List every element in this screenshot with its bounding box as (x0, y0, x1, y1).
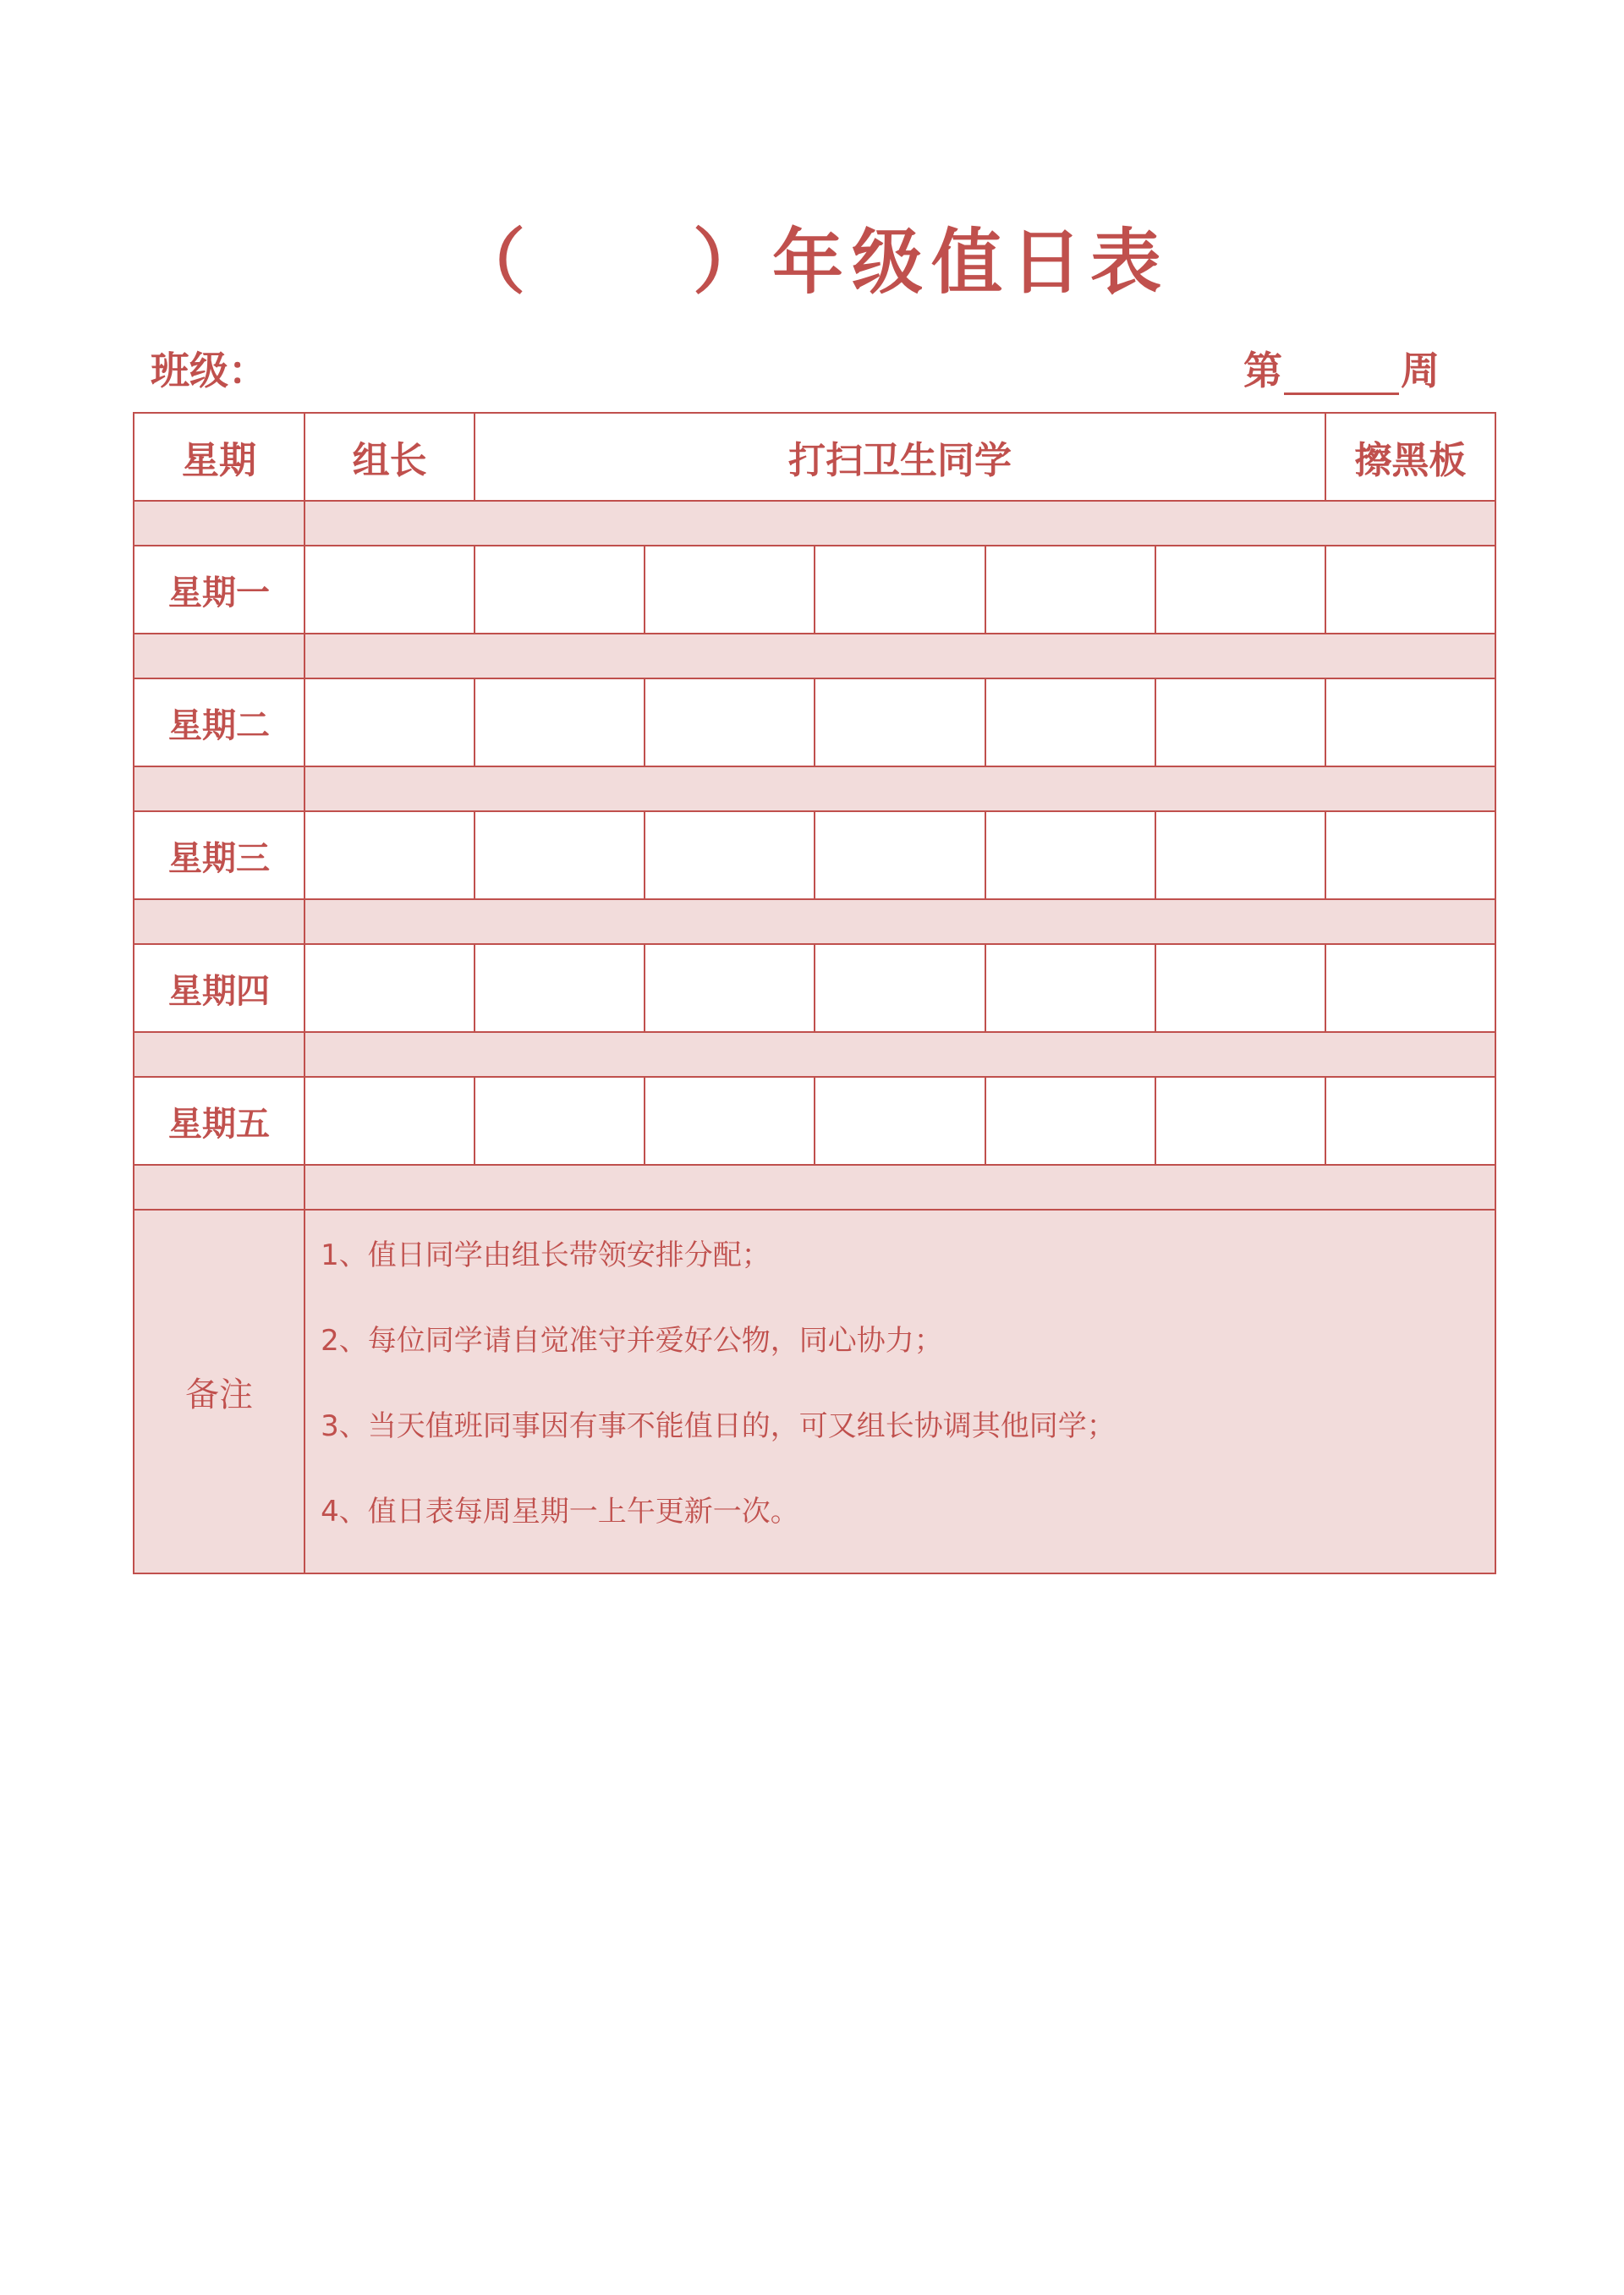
duty-cell[interactable] (1155, 678, 1325, 766)
duty-cell[interactable] (985, 678, 1155, 766)
header-leader: 组长 (304, 413, 475, 501)
duty-cell[interactable] (475, 678, 645, 766)
week-prefix: 第 (1243, 348, 1282, 393)
spacer-cell (134, 1165, 304, 1210)
note-item: 4、值日表每周星期一上午更新一次。 (321, 1495, 799, 1529)
duty-cell[interactable] (985, 944, 1155, 1032)
duty-cell[interactable] (475, 546, 645, 634)
duty-cell[interactable] (1155, 811, 1325, 899)
spacer-cell (134, 766, 304, 811)
duty-cell[interactable] (815, 1077, 985, 1165)
day-row (134, 811, 1495, 899)
day-row (134, 944, 1495, 1032)
day-name: 星期二 (134, 678, 304, 766)
duty-cell[interactable] (645, 678, 815, 766)
note-item: 3、当天值班同事因有事不能值日的，可又组长协调其他同学； (321, 1409, 1116, 1443)
spacer-cell (304, 766, 1495, 811)
spacer-row (134, 1165, 1495, 1210)
duty-cell[interactable] (985, 546, 1155, 634)
notes-body (304, 1210, 1495, 1573)
spacer-cell (304, 634, 1495, 678)
notes-row (134, 1210, 1495, 1573)
duty-table (133, 412, 1496, 1574)
duty-cell[interactable] (815, 546, 985, 634)
duty-cell[interactable] (1325, 546, 1495, 634)
duty-cell[interactable] (1155, 1077, 1325, 1165)
spacer-row (134, 766, 1495, 811)
duty-cell[interactable] (1325, 944, 1495, 1032)
note-item: 2、每位同学请自觉准守并爱好公物，同心协力； (321, 1324, 943, 1358)
duty-cell[interactable] (475, 811, 645, 899)
duty-cell[interactable] (475, 1077, 645, 1165)
duty-cell[interactable] (985, 1077, 1155, 1165)
spacer-cell (134, 634, 304, 678)
duty-cell[interactable] (645, 1077, 815, 1165)
duty-cell[interactable] (1325, 678, 1495, 766)
spacer-cell (304, 1032, 1495, 1077)
duty-cell[interactable] (304, 811, 475, 899)
spacer-cell (134, 899, 304, 944)
header-blackboard: 擦黑板 (1325, 413, 1495, 501)
duty-cell[interactable] (304, 546, 475, 634)
spacer-cell (134, 1032, 304, 1077)
week-label (1243, 337, 1440, 404)
header-cleaning: 打扫卫生同学 (475, 413, 1325, 501)
duty-cell[interactable] (815, 678, 985, 766)
page-title: （ ）年级值日表 (453, 221, 1170, 304)
spacer-row (134, 899, 1495, 944)
duty-cell[interactable] (645, 811, 815, 899)
duty-cell[interactable] (1155, 944, 1325, 1032)
spacer-cell (304, 501, 1495, 546)
note-item: 1、值日同学由组长带领安排分配； (321, 1238, 771, 1272)
spacer-row (134, 501, 1495, 546)
spacer-row (134, 634, 1495, 678)
spacer-row (134, 1032, 1495, 1077)
duty-cell[interactable] (815, 944, 985, 1032)
duty-cell[interactable] (475, 944, 645, 1032)
day-row (134, 678, 1495, 766)
day-name: 星期一 (134, 546, 304, 634)
duty-cell[interactable] (1325, 811, 1495, 899)
header-row (134, 413, 1495, 501)
week-suffix: 周 (1401, 348, 1440, 393)
duty-cell[interactable] (815, 811, 985, 899)
duty-cell[interactable] (304, 944, 475, 1032)
spacer-cell (304, 899, 1495, 944)
duty-cell[interactable] (304, 678, 475, 766)
spacer-cell (134, 501, 304, 546)
day-row (134, 1077, 1495, 1165)
day-row (134, 546, 1495, 634)
duty-cell[interactable] (304, 1077, 475, 1165)
duty-cell[interactable] (1325, 1077, 1495, 1165)
notes-label: 备注 (134, 1210, 304, 1573)
day-name: 星期三 (134, 811, 304, 899)
duty-cell[interactable] (645, 546, 815, 634)
notes-list (305, 1211, 1495, 1573)
day-name: 星期五 (134, 1077, 304, 1165)
week-number-blank (1284, 347, 1399, 395)
day-name: 星期四 (134, 944, 304, 1032)
duty-cell[interactable] (1155, 546, 1325, 634)
duty-cell[interactable] (985, 811, 1155, 899)
duty-cell[interactable] (645, 944, 815, 1032)
class-label: 班级： (151, 348, 267, 393)
spacer-cell (304, 1165, 1495, 1210)
header-weekday: 星期 (134, 413, 304, 501)
